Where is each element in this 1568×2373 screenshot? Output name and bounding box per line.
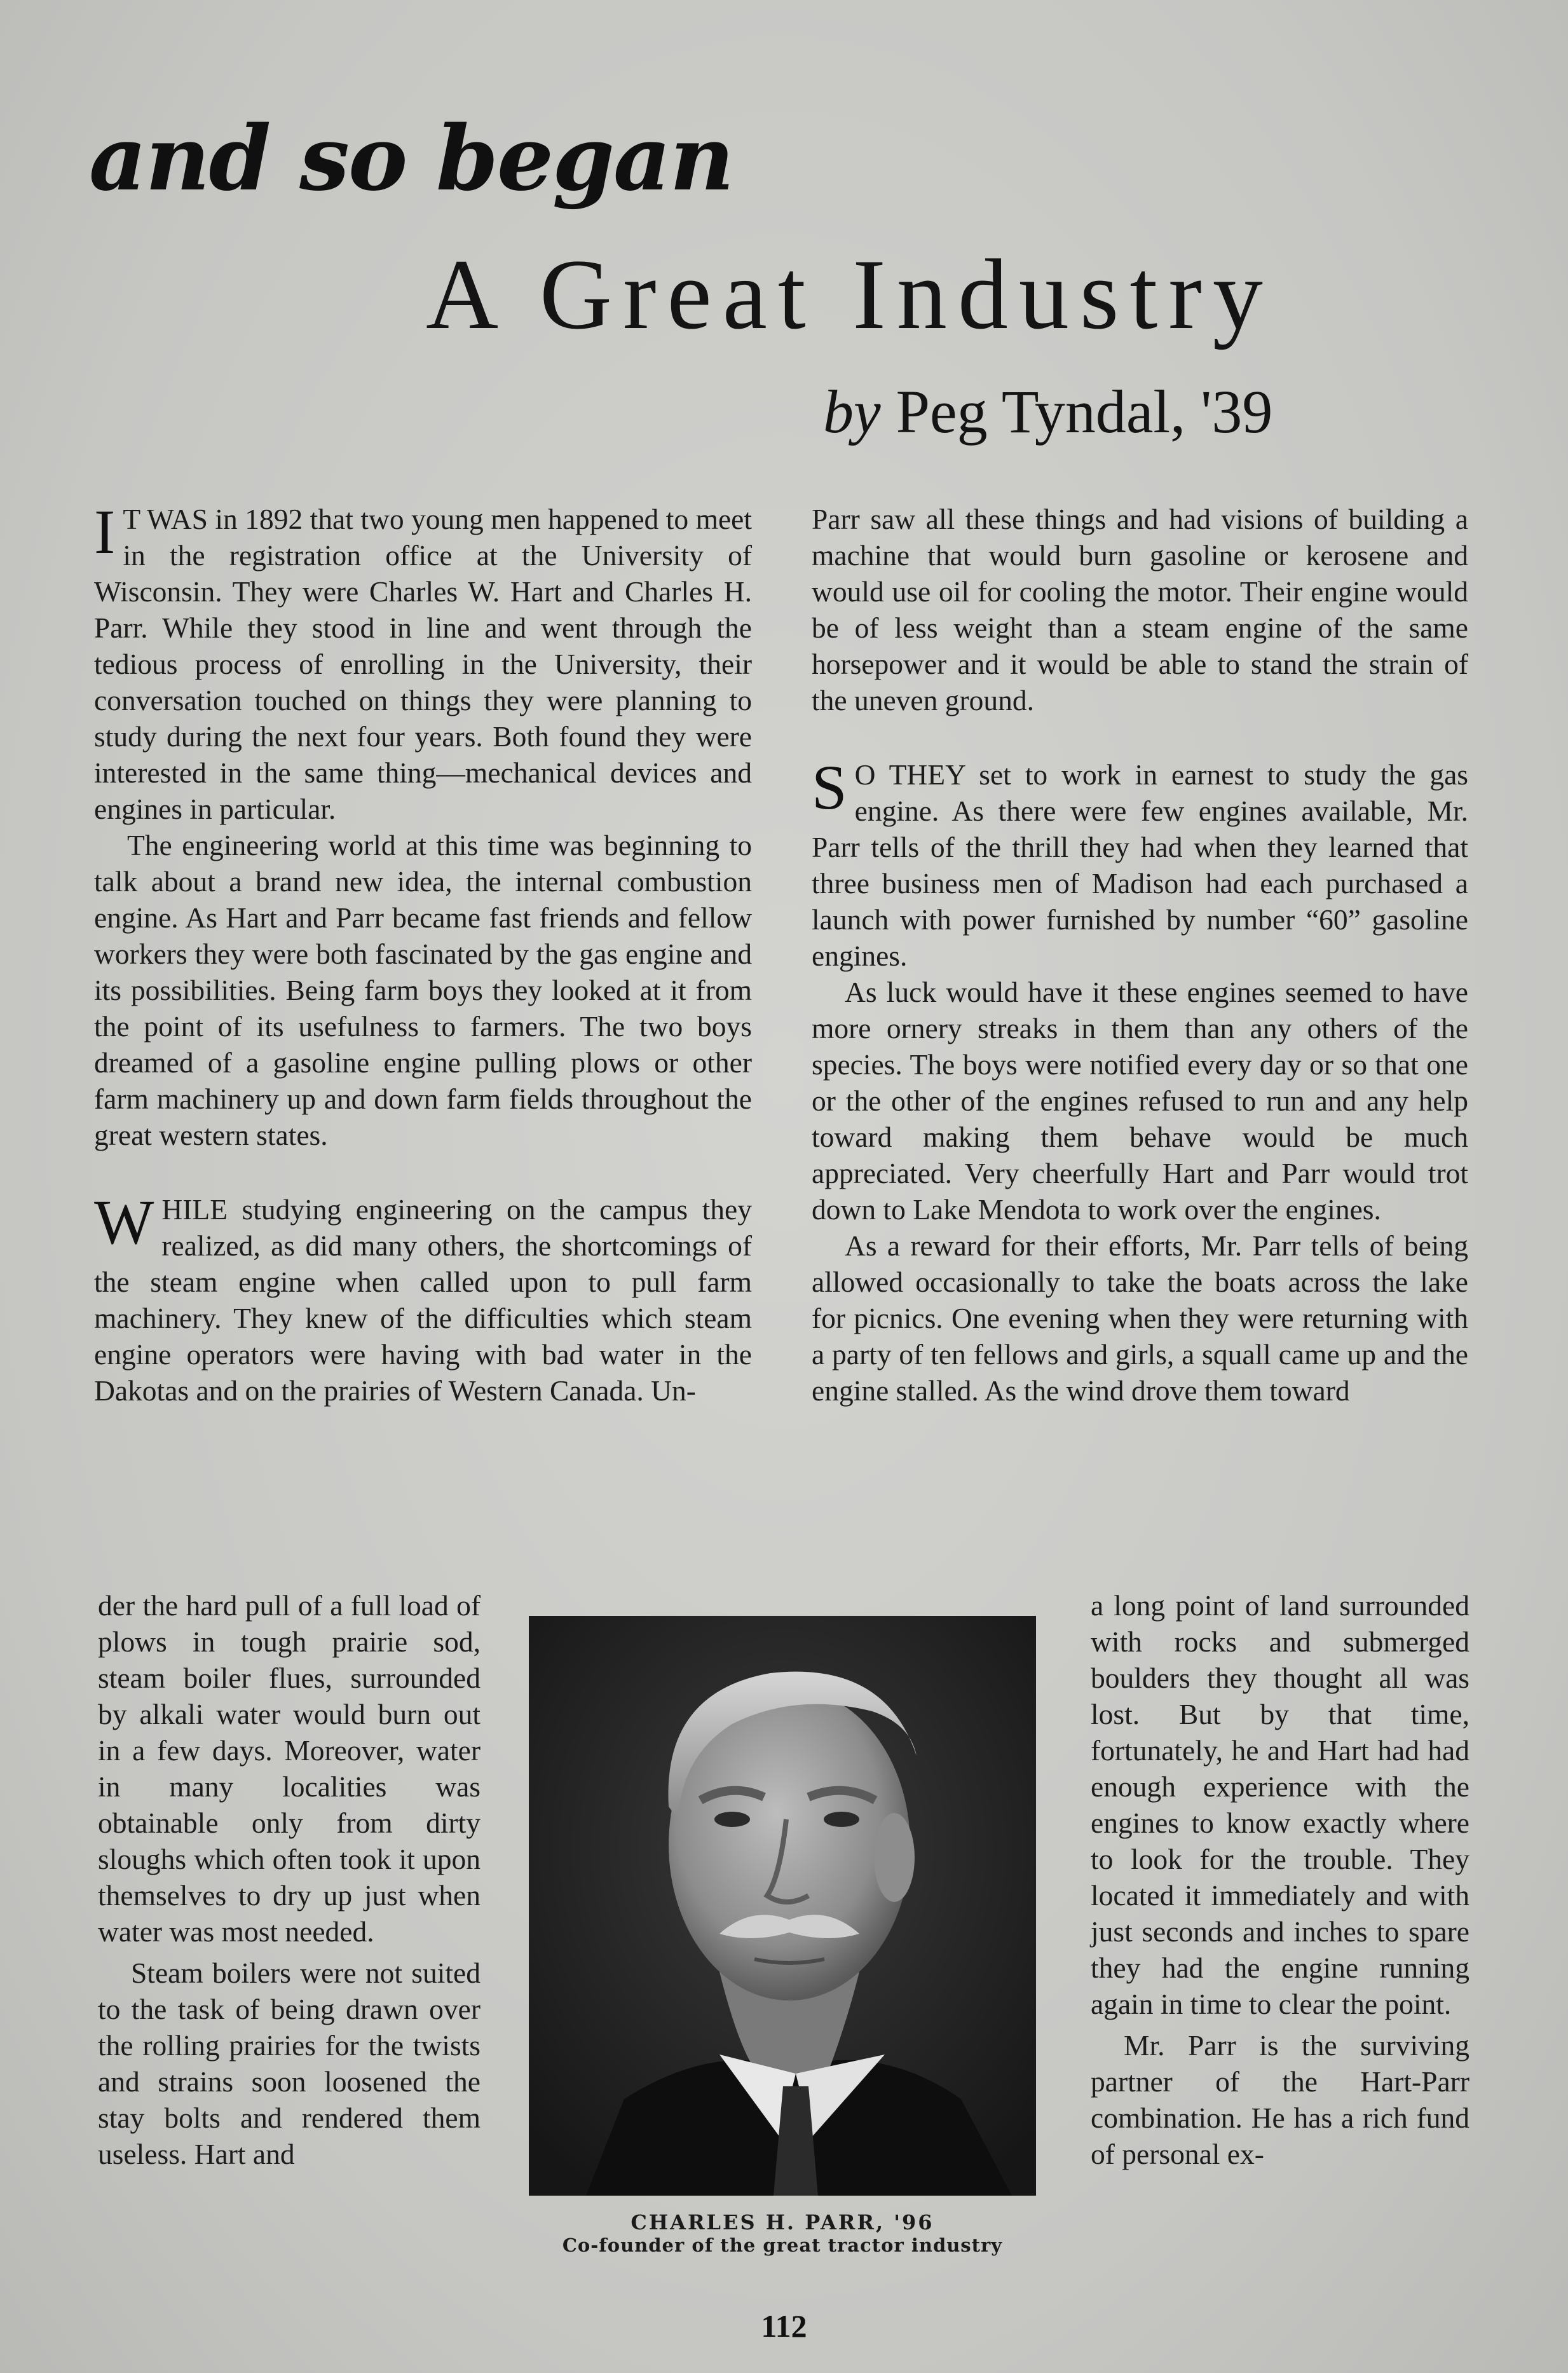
- paragraph-3: [94, 1187, 752, 1409]
- dropcap-i: I: [94, 496, 116, 567]
- paragraph-3-continued: der the hard pull of a full load of plows in tough prairie sod, steam boiler flues, surrounded by alkali water would burn out in a few days. Moreover, water in many localities was obtainable only from dirty sloughs which often took it upon themselves to dry up just when water was most needed.: [98, 1589, 481, 1948]
- paragraph-1-text: T WAS in 1892 that two young men happened to meet in the registration office at the University of Wisconsin. They were Charles W. Hart and Charles H. Parr. While they stood in line and went through the tedious process of enrolling in the University, their conversation touched on things they were planning to study during the next four years. Both found they were interested in the same thing—mechanical devices and engines in particular.: [94, 503, 752, 825]
- byline-by: by: [823, 378, 881, 446]
- paragraph-6-text: O THEY set to work in earnest to study the gas engine. As there were few engines available, Mr. Parr tells of the thrill they had when they learned that three business men of Madison had each purchased a launch with power furnished by number “60” gasoline engines.: [812, 758, 1468, 972]
- left-column-lower: [98, 1587, 481, 2172]
- portrait-illustration: [529, 1616, 1036, 2196]
- paragraph-4: Steam boilers were not suited to the task of being drawn over the rolling prairies for the twists and strains soon loosened the stay bolts and rendered them useless. Hart and: [98, 1957, 481, 2170]
- photo-caption: [529, 2211, 1036, 2257]
- dropcap-w: W: [94, 1187, 154, 1257]
- paragraph-2: The engineering world at this time was beginning to talk about a brand new idea, the internal combustion engine. As Hart and Parr became fast friends and fellow workers they were both fascinated by the gas engine and its possibilities. Being farm boys they looked at it from the point of its usefulness to farmers. The two boys dreamed of a gasoline engine pulling plows or other farm machinery up and down farm fields throughout the great western states.: [94, 829, 752, 1151]
- left-column-upper: [94, 496, 752, 1409]
- paragraph-1: [94, 496, 752, 827]
- caption-name: CHARLES H. PARR, '96: [631, 2210, 934, 2234]
- paragraph-3-text: HILE studying engineering on the campus they realized, as did many others, the shortcomings of the steam engine when called upon to pull farm machinery. They knew of the difficulties which steam engine operators were having with bad water in the Dakotas and on the prairies of Western Canada. Un-: [94, 1193, 752, 1407]
- page-number: 112: [761, 2308, 807, 2344]
- caption-role: Co-founder of the great tractor industry: [562, 2234, 1003, 2256]
- portrait-photo: [529, 1616, 1036, 2196]
- paragraph-9: Mr. Parr is the surviving partner of the Hart-Parr combination. He has a rich fund of personal ex-: [1091, 2029, 1469, 2170]
- article-kicker: and so began: [89, 107, 733, 211]
- dropcap-s: S: [812, 752, 847, 823]
- paragraph-6: [812, 752, 1468, 974]
- paragraph-8-continued: a long point of land surrounded with rocks and submerged boulders they thought all was lost. But by that time, fortunately, he and Hart had had enough experience with the engines to know exactly where to look for the trouble. They located it immediately and with just seconds and inches to spare they had the engine running again in time to clear the point.: [1091, 1589, 1469, 2020]
- article-title: A Great Industry: [426, 239, 1274, 350]
- byline: [823, 378, 1273, 446]
- paragraph-7: As luck would have it these engines seemed to have more ornery streaks in them than any others of the species. The boys were notified every day or so that one or the other of the engines refused to run and any help toward making them behave would be much appreciated. Very cheerfully Hart and Parr would trot down to Lake Mendota to work over the engines.: [812, 976, 1468, 1226]
- paragraph-8: As a reward for their efforts, Mr. Parr tells of being allowed occasionally to take the boats across the lake for picnics. One evening when they were returning with a party of ten fellows and girls, a squall came up and the engine stalled. As the wind drove them toward: [812, 1229, 1468, 1407]
- right-column-upper: [812, 501, 1468, 1409]
- right-column-lower: [1091, 1587, 1469, 2172]
- paragraph-5: Parr saw all these things and had visions of building a machine that would burn gasoline or kerosene and would use oil for cooling the motor. Their engine would be of less weight than a steam engine of the same horsepower and it would be able to stand the strain of the uneven ground.: [812, 503, 1468, 716]
- byline-author: Peg Tyndal, '39: [896, 378, 1273, 446]
